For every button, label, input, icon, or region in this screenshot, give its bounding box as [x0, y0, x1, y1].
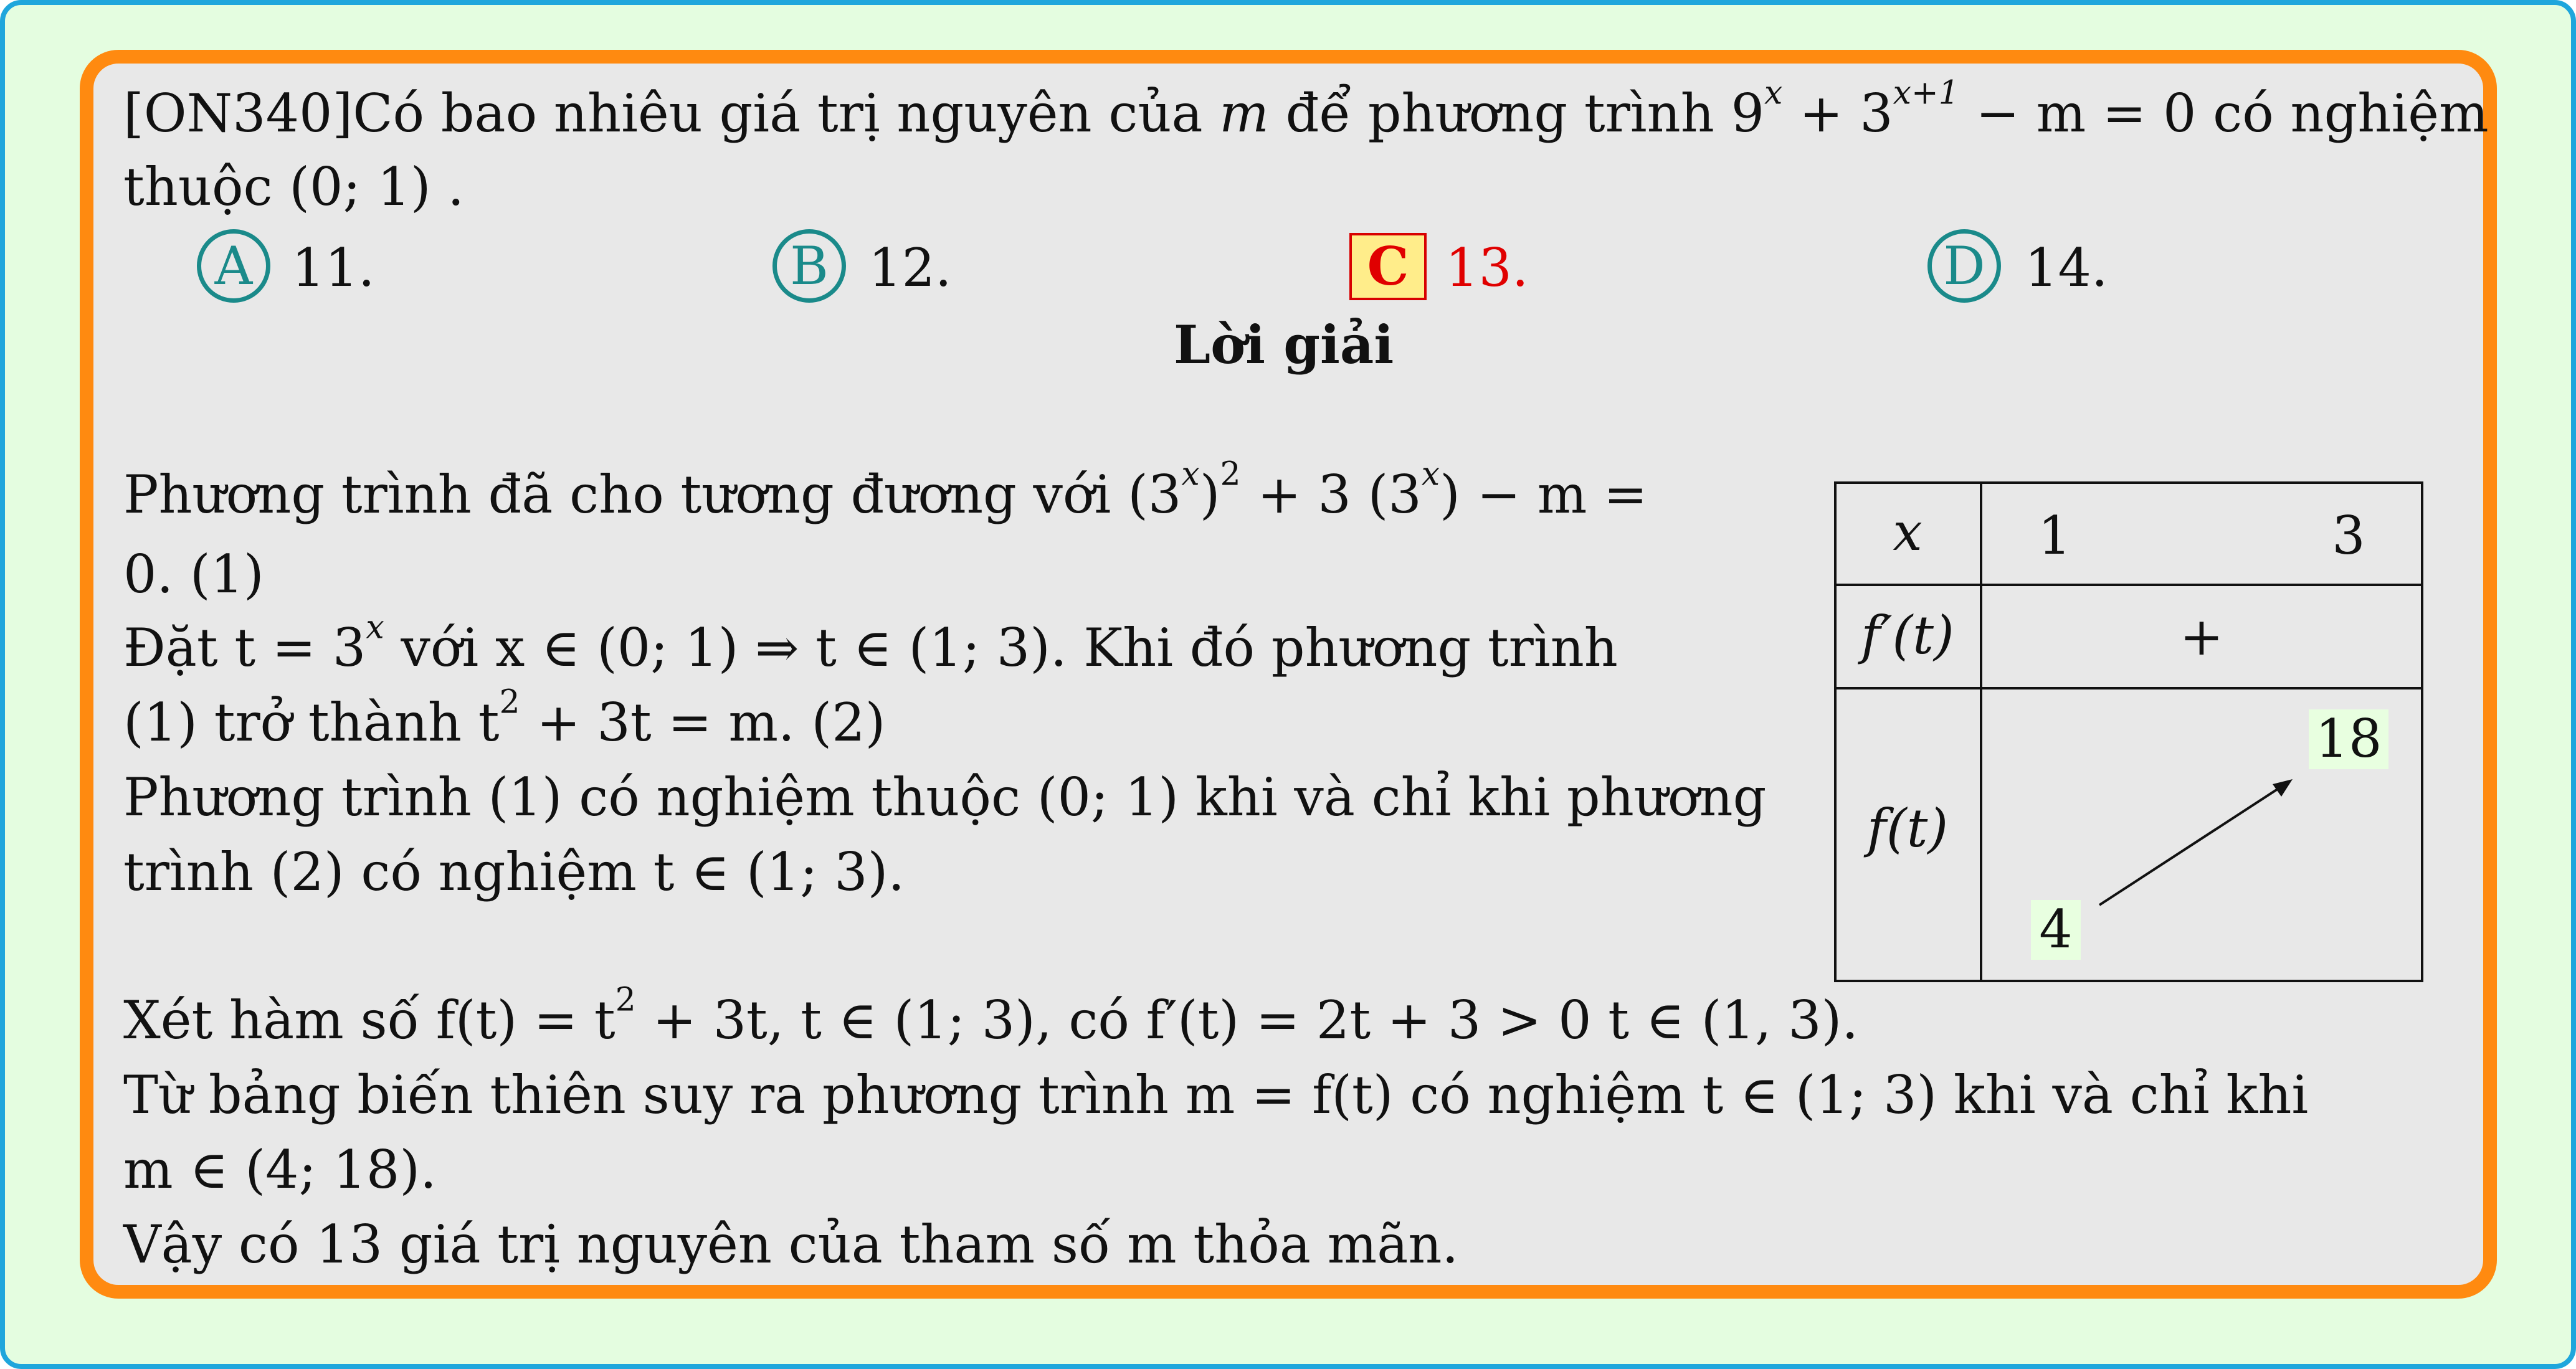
- f-start-value: 4: [2039, 899, 2073, 960]
- variable-m: m: [1219, 83, 1269, 144]
- solution-heading: Lời giải: [1174, 314, 1394, 376]
- row-derivative-label: f′(t): [1861, 605, 1954, 666]
- question-line-2: thuộc (0; 1) .: [123, 156, 465, 217]
- solution-p3-line1: Phương trình (1) có nghiệm thuộc (0; 1) khi và chỉ khi phương: [123, 767, 1767, 828]
- increasing-arrow-line: [2099, 787, 2281, 905]
- solution-p5-line1: Từ bảng biến thiên suy ra phương trình m = f(t) có nghiệm t ∈ (1; 3) khi và chỉ khi: [123, 1064, 2309, 1125]
- option-c-value: 13.: [1445, 237, 1529, 298]
- derivative-sign: +: [2179, 606, 2224, 667]
- question-suffix: có nghiệm: [2213, 83, 2489, 144]
- x-start-value: 1: [2038, 505, 2071, 566]
- solution-p4: Xét hàm số $f(t) = t^2 + 3t$, t ∈ (1; 3), có f′(t) = 2t + 3 > 0 t ∈ (1, 3).: [123, 981, 1859, 1051]
- row-x-label: x: [1893, 501, 1922, 562]
- equation: $9^x + 3^{x+1} - m = 0$: [1731, 74, 2197, 144]
- x-end-value: 3: [2332, 505, 2365, 566]
- solution-conclusion: Vậy có 13 giá trị nguyên của tham số m thỏa mãn.: [123, 1214, 1459, 1275]
- solution-p5-line2: m ∈ (4; 18).: [123, 1139, 437, 1200]
- option-d-value: 14.: [2025, 237, 2108, 298]
- option-a-value: 11.: [292, 237, 375, 298]
- solution-p2-line2: (1) trở thành $t^2 + 3t = m$. (2): [123, 683, 886, 753]
- solution-p2-line1: Đặt $t = 3^x$ với x ∈ (0; 1) ⇒ t ∈ (1; 3). Khi đó phương trình: [123, 609, 1618, 678]
- option-a-marker[interactable]: A: [197, 229, 270, 303]
- solution-p1-line2: 0. (1): [123, 544, 264, 605]
- f-end-value: 18: [2315, 708, 2382, 769]
- row-function-label: f(t): [1866, 798, 1949, 859]
- solution-p3-line2: trình (2) có nghiệm t ∈ (1; 3).: [123, 841, 905, 902]
- option-b-value: 12.: [868, 237, 952, 298]
- question-prefix: [ON340]Có bao nhiêu giá trị nguyên của: [123, 83, 1203, 144]
- option-d-marker[interactable]: D: [1927, 229, 2001, 303]
- variation-table: [1834, 481, 2423, 982]
- increasing-arrow-head: [2273, 779, 2293, 797]
- solution-p1-line1: Phương trình đã cho tương đương với $(3^x)^2 + 3$ $(3^x) - m$ =: [123, 455, 1648, 525]
- question-mid: để phương trình: [1285, 83, 1714, 144]
- option-c-marker-correct[interactable]: C: [1349, 233, 1427, 300]
- question-line-1: [123, 74, 2489, 144]
- option-b-marker[interactable]: B: [772, 229, 846, 303]
